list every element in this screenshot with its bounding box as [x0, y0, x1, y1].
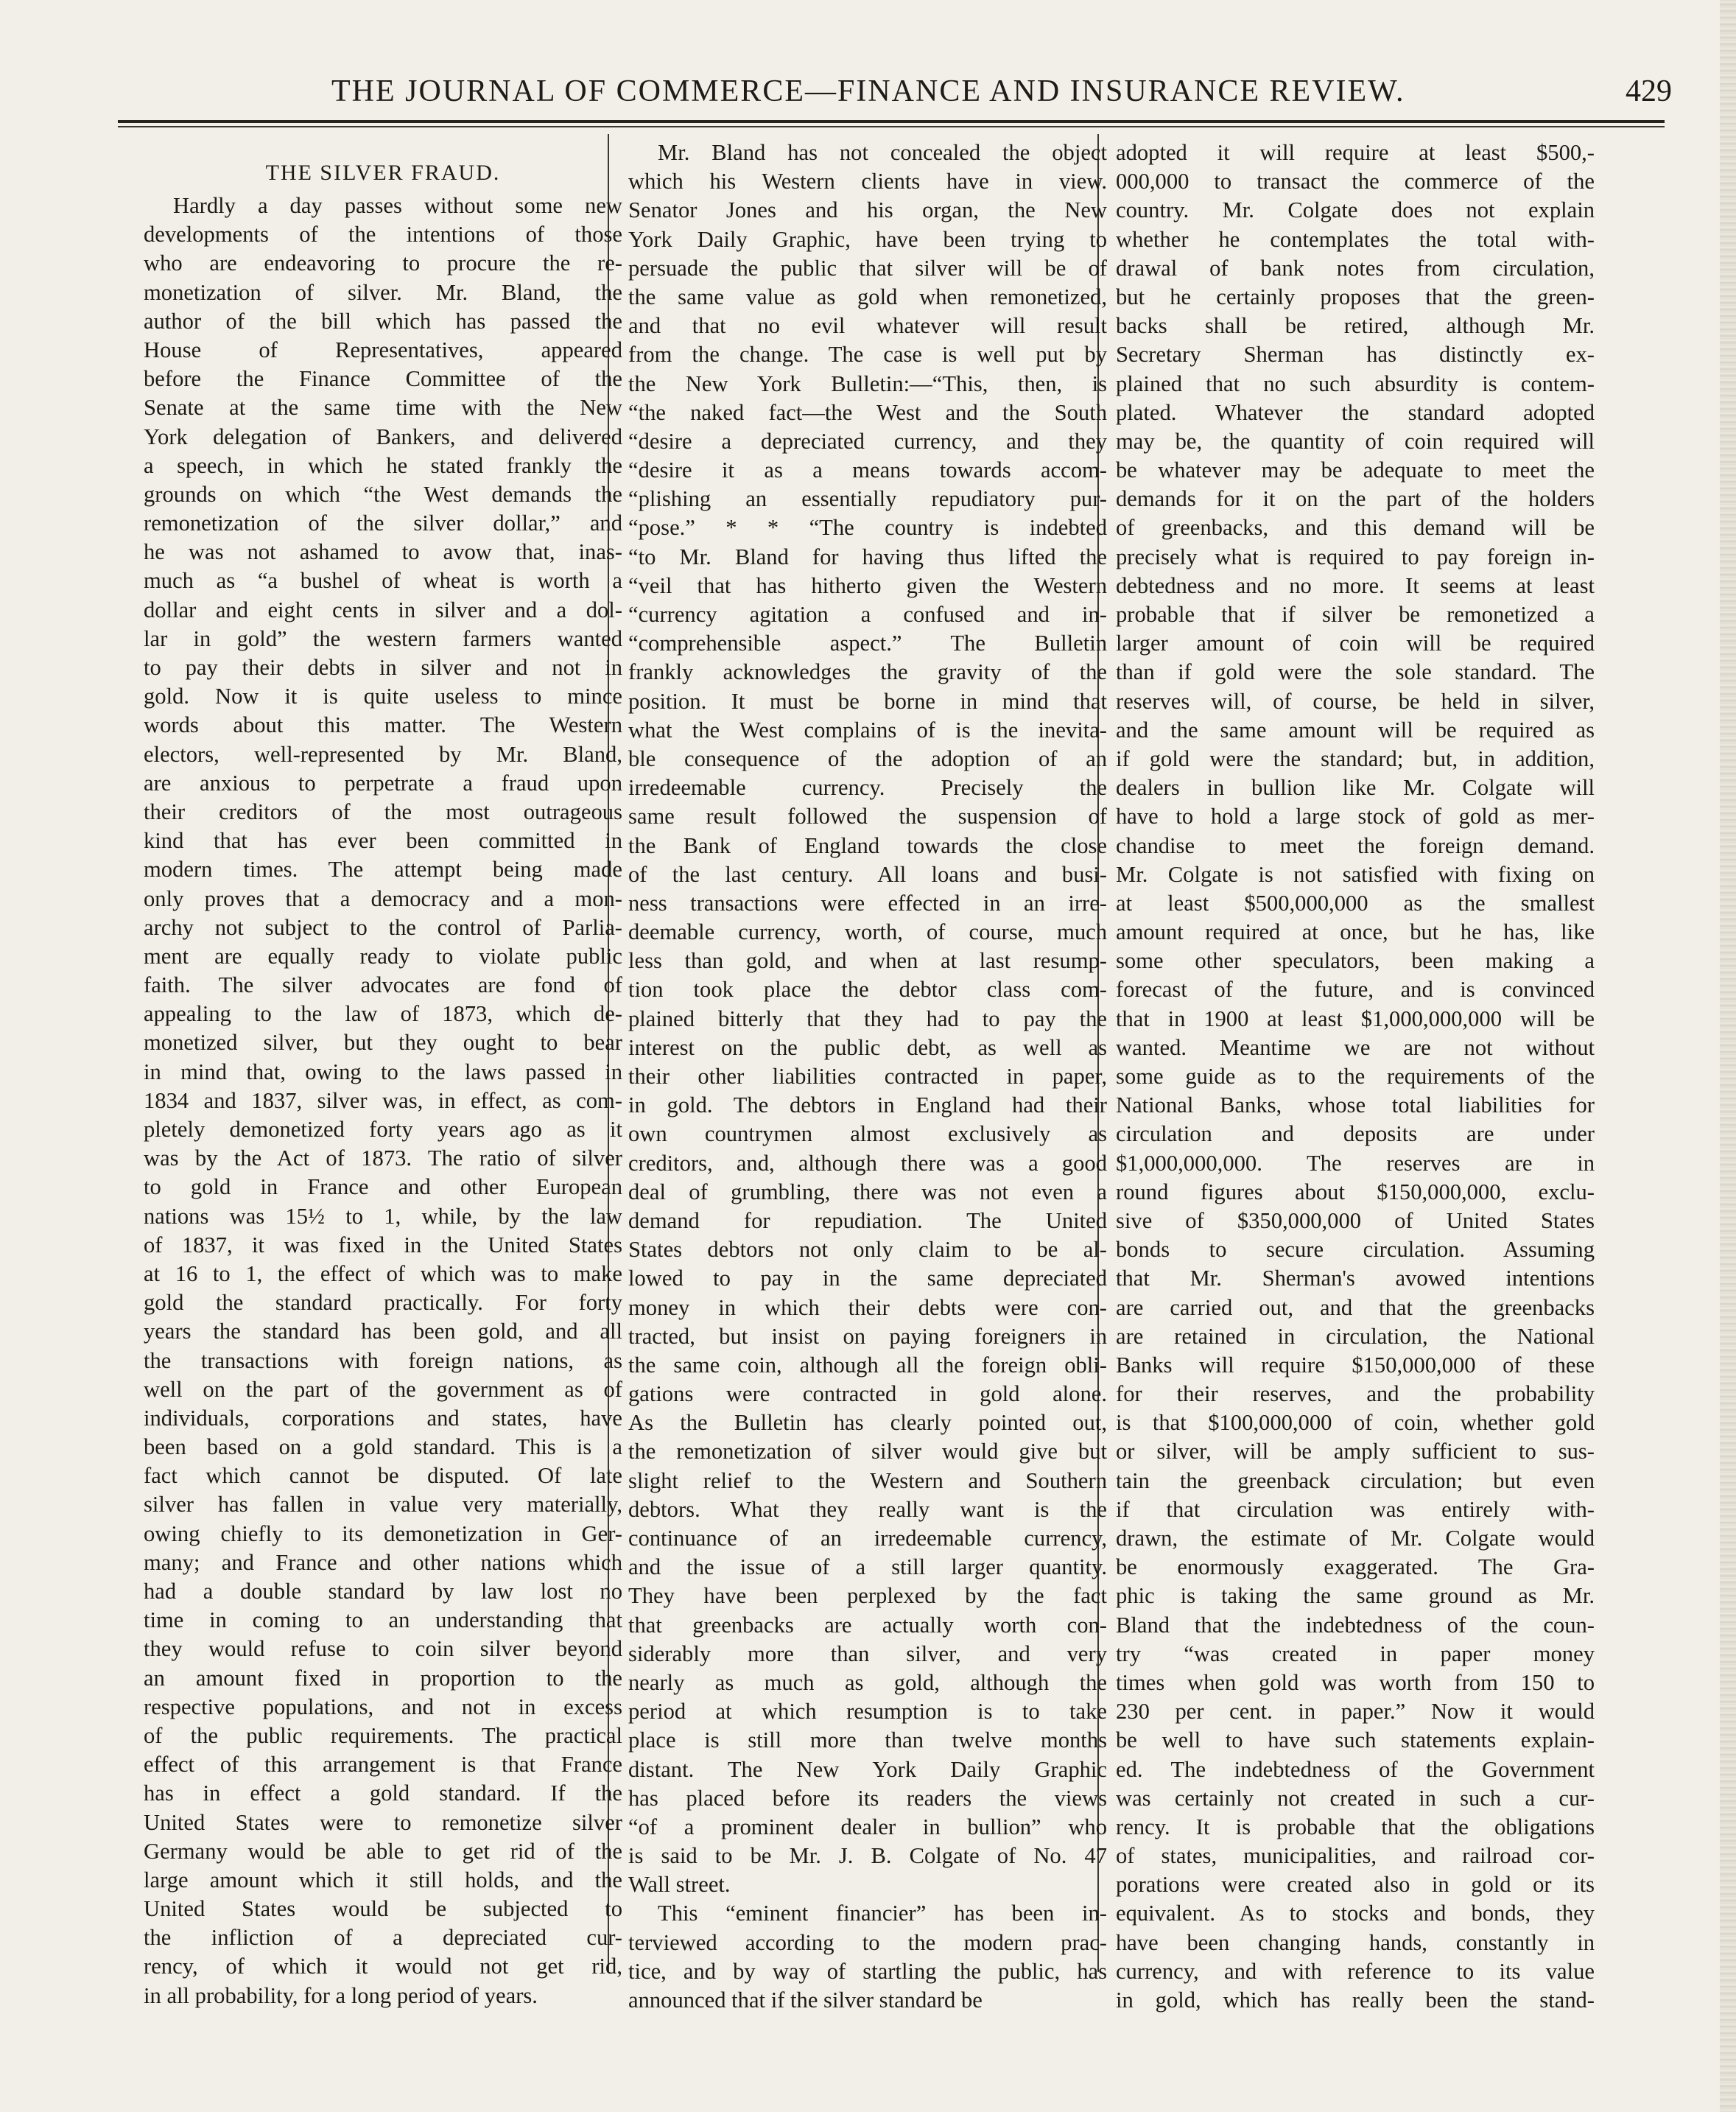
text-line: been based on a gold standard. This is a	[144, 1434, 622, 1460]
text-line: a speech, in which he stated frankly the	[144, 452, 622, 478]
text-line: lowed to pay in the same depreciated	[628, 1266, 1107, 1291]
text-line: phic is taking the same ground as Mr.	[1116, 1583, 1595, 1609]
text-line: same result followed the suspension of	[628, 804, 1107, 829]
text-line: of the public requirements. The practical	[144, 1722, 622, 1748]
text-line: position. It must be borne in mind that	[628, 688, 1107, 714]
text-line: the remonetization of silver would give but	[628, 1439, 1107, 1464]
text-line: creditors, and, although there was a good	[628, 1150, 1107, 1176]
text-line: terviewed according to the modern prac-	[628, 1929, 1107, 1955]
text-line: be enormously exaggerated. The Gra-	[1116, 1554, 1595, 1580]
text-line: drawn, the estimate of Mr. Colgate would	[1116, 1526, 1595, 1551]
text-line: distant. The New York Daily Graphic	[628, 1756, 1107, 1782]
text-line: be whatever may be adequate to meet the	[1116, 457, 1595, 483]
header-rule-thick	[118, 120, 1665, 123]
text-line: but he certainly proposes that the green-	[1116, 284, 1595, 309]
page-edge	[1720, 0, 1736, 2112]
text-line: the infliction of a depreciated cur-	[144, 1925, 622, 1951]
text-line: some guide as to the requirements of the	[1116, 1064, 1595, 1089]
text-line: 230 per cent. in paper.” Now it would	[1116, 1699, 1595, 1725]
page-number: 429	[1626, 74, 1672, 108]
text-line: adopted it will require at least $500,-	[1116, 140, 1595, 165]
column-1-text	[144, 192, 622, 2010]
text-line: irredeemable currency. Precisely the	[628, 775, 1107, 801]
text-line: ed. The indebtedness of the Government	[1116, 1756, 1595, 1782]
text-line: have to hold a large stock of gold as mer-	[1116, 804, 1595, 829]
text-line: author of the bill which has passed the	[144, 308, 622, 334]
text-line: to pay their debts in silver and not in	[144, 655, 622, 680]
text-line: ble consequence of the adoption of an	[628, 745, 1107, 771]
text-line: reserves will, of course, be held in silver,	[1116, 688, 1595, 714]
text-line: probable that if silver be remonetized a	[1116, 602, 1595, 627]
text-line: time in coming to an understanding that	[144, 1607, 622, 1633]
text-line: National Banks, whose total liabilities for	[1116, 1092, 1595, 1118]
text-line: bonds to secure circulation. Assuming	[1116, 1237, 1595, 1263]
text-line: appealing to the law of 1873, which de-	[144, 1001, 622, 1027]
text-line: plained bitterly that they had to pay the	[628, 1006, 1107, 1031]
text-line: he was not ashamed to avow that, inas-	[144, 539, 622, 565]
text-line: and the same amount will be required as	[1116, 717, 1595, 743]
text-line: that greenbacks are actually worth con-	[628, 1612, 1107, 1638]
text-line: modern times. The attempt being made	[144, 857, 622, 883]
text-line: in gold. The debtors in England had their	[628, 1092, 1107, 1118]
text-line: archy not subject to the control of Parlia-	[144, 914, 622, 940]
text-line: their other liabilities contracted in paper,	[628, 1064, 1107, 1089]
text-line: at least $500,000,000 as the smallest	[1116, 890, 1595, 916]
text-line: their creditors of the most outrageous	[144, 799, 622, 824]
text-line: lar in gold” the western farmers wanted	[144, 625, 622, 651]
text-line: tice, and by way of startling the public, has	[628, 1958, 1107, 1984]
text-line: Mr. Bland has not concealed the object	[658, 140, 1107, 165]
text-line: dealers in bullion like Mr. Colgate will	[1116, 775, 1595, 801]
article-heading: THE SILVER FRAUD.	[265, 161, 501, 185]
text-line: place is still more than twelve months	[628, 1727, 1107, 1753]
text-line: in mind that, owing to the laws passed in	[144, 1059, 622, 1084]
text-line: Senate at the same time with the New	[144, 395, 622, 421]
text-line: ment are equally ready to violate public	[144, 943, 622, 969]
text-line: remonetization of the silver dollar,” and	[144, 511, 622, 536]
text-line: country. Mr. Colgate does not explain	[1116, 197, 1595, 223]
text-line: Mr. Colgate is not satisfied with fixing on	[1116, 861, 1595, 887]
text-line: rency, of which it would not get rid,	[144, 1954, 622, 1979]
text-line: are anxious to perpetrate a fraud upon	[144, 770, 622, 796]
text-line: much as “a bushel of wheat is worth a	[144, 568, 622, 594]
article-column-2	[628, 138, 1107, 2015]
text-line: larger amount of coin will be required	[1116, 631, 1595, 656]
text-line: the Bank of England towards the close	[628, 832, 1107, 858]
text-line: they would refuse to coin silver beyond	[144, 1636, 622, 1662]
text-line: “pose.” * * “The country is indebted	[628, 515, 1107, 541]
text-line: dollar and eight cents in silver and a dol-	[144, 597, 622, 622]
text-line: As the Bulletin has clearly pointed out,	[628, 1410, 1107, 1436]
text-line: gations were contracted in gold alone.	[628, 1381, 1107, 1407]
text-line: deal of grumbling, there was not even a	[628, 1179, 1107, 1204]
text-line: that in 1900 at least $1,000,000,000 will be	[1116, 1006, 1595, 1031]
text-line: of 1837, it was fixed in the United States	[144, 1232, 622, 1257]
text-line: “desire a depreciated currency, and they	[628, 428, 1107, 454]
text-line: “plishing an essentially repudiatory pur-	[628, 486, 1107, 512]
text-line: Hardly a day passes without some new	[173, 193, 622, 218]
text-line: the New York Bulletin:—“This, then, is	[628, 371, 1107, 396]
text-line: deemable currency, worth, of course, much	[628, 919, 1107, 945]
text-line: may be, the quantity of coin required will	[1116, 428, 1595, 454]
article-column-1	[144, 138, 622, 2010]
text-line: $1,000,000,000. The reserves are in	[1116, 1150, 1595, 1176]
text-line: equivalent. As to stocks and bonds, they	[1116, 1901, 1595, 1926]
text-line: well on the part of the government as of	[144, 1376, 622, 1402]
text-line: precisely what is required to pay foreign in-	[1116, 544, 1595, 569]
article-column-3	[1116, 138, 1595, 2015]
text-line: nations was 15½ to 1, while, by the law	[144, 1203, 622, 1229]
text-line: and that no evil whatever will result	[628, 313, 1107, 339]
text-line: continuance of an irredeemable currency,	[628, 1526, 1107, 1551]
text-line: round figures about $150,000,000, exclu-	[1116, 1179, 1595, 1204]
text-line: was certainly not created in such a cur-	[1116, 1785, 1595, 1811]
text-line: States debtors not only claim to be al-	[628, 1237, 1107, 1263]
text-line: debtedness and no more. It seems at least	[1116, 572, 1595, 598]
text-line: if that circulation was entirely with-	[1116, 1496, 1595, 1522]
text-line: nearly as much as gold, although the	[628, 1669, 1107, 1695]
text-line: in gold, which has really been the stand-	[1116, 1988, 1595, 2013]
text-line: has in effect a gold standard. If the	[144, 1781, 622, 1806]
text-line: faith. The silver advocates are fond of	[144, 972, 622, 998]
text-line: of the last century. All loans and busi-	[628, 861, 1107, 887]
text-line: or silver, will be amply sufficient to sus-	[1116, 1439, 1595, 1464]
text-line: drawal of bank notes from circulation,	[1116, 255, 1595, 281]
text-line: before the Finance Committee of the	[144, 366, 622, 392]
text-line: of states, municipalities, and railroad cor-	[1116, 1843, 1595, 1869]
text-line: silver has fallen in value very materially,	[144, 1492, 622, 1518]
text-line: the same value as gold when remonetized,	[628, 284, 1107, 309]
header-rule-thin	[118, 126, 1665, 127]
text-line: Bland that the indebtedness of the coun-	[1116, 1612, 1595, 1638]
text-line: announced that if the silver standard be	[628, 1988, 983, 2013]
text-line: electors, well-represented by Mr. Bland,	[144, 741, 622, 767]
text-line: to gold in France and other European	[144, 1174, 622, 1200]
text-line: is said to be Mr. J. B. Colgate of No. 47	[628, 1843, 1107, 1869]
text-line: wanted. Meantime we are not without	[1116, 1034, 1595, 1060]
text-line: “veil that has hitherto given the Western	[628, 572, 1107, 598]
text-line: “currency agitation a confused and in-	[628, 602, 1107, 627]
text-line: developments of the intentions of those	[144, 222, 622, 248]
text-line: at 16 to 1, the effect of which was to make	[144, 1260, 622, 1286]
text-line: individuals, corporations and states, have	[144, 1405, 622, 1431]
text-line: demands for it on the part of the holders	[1116, 486, 1595, 512]
text-line: 1834 and 1837, silver was, in effect, as com-	[144, 1087, 622, 1113]
text-line: the same coin, although all the foreign obli-	[628, 1352, 1107, 1378]
text-line: frankly acknowledges the gravity of the	[628, 659, 1107, 685]
text-line: United States were to remonetize silver	[144, 1809, 622, 1835]
text-line: owing chiefly to its demonetization in Ger-	[144, 1520, 622, 1546]
text-line: Banks will require $150,000,000 of these	[1116, 1352, 1595, 1378]
text-line: persuade the public that silver will be of	[628, 255, 1107, 281]
text-line: only proves that a democracy and a mon-	[144, 885, 622, 911]
journal-title: THE JOURNAL OF COMMERCE—FINANCE AND INSURANCE REVIEW.	[331, 74, 1405, 108]
text-line: “the naked fact—the West and the South	[628, 399, 1107, 425]
text-line: “to Mr. Bland for having thus lifted the	[628, 544, 1107, 569]
text-line: slight relief to the Western and Southern	[628, 1467, 1107, 1493]
text-line: gold the standard practically. For forty	[144, 1290, 622, 1316]
text-line: fact which cannot be disputed. Of late	[144, 1463, 622, 1489]
text-line: debtors. What they really want is the	[628, 1496, 1107, 1522]
text-line: large amount which it still holds, and the	[144, 1867, 622, 1892]
text-line: who are endeavoring to procure the re-	[144, 250, 622, 276]
text-line: whether he contemplates the total with-	[1116, 226, 1595, 252]
text-line: tracted, but insist on paying foreigners in	[628, 1323, 1107, 1349]
text-line: They have been perplexed by the fact	[628, 1583, 1107, 1609]
text-line: siderably more than silver, and very	[628, 1641, 1107, 1666]
text-line: in all probability, for a long period of years.	[144, 1982, 538, 2008]
text-line: which his Western clients have in view.	[628, 169, 1107, 194]
text-line: own countrymen almost exclusively as	[628, 1121, 1107, 1147]
text-line: of greenbacks, and this demand will be	[1116, 515, 1595, 541]
text-line: have been changing hands, constantly in	[1116, 1929, 1595, 1955]
text-line: York Daily Graphic, have been trying to	[628, 226, 1107, 252]
text-line: circulation and deposits are under	[1116, 1121, 1595, 1147]
text-line: monetization of silver. Mr. Bland, the	[144, 279, 622, 305]
text-line: had a double standard by law lost no	[144, 1579, 622, 1604]
text-line: York delegation of Bankers, and delivered	[144, 424, 622, 449]
text-line: than if gold were the sole standard. The	[1116, 659, 1595, 685]
text-line: sive of $350,000,000 of United States	[1116, 1207, 1595, 1233]
text-line: plated. Whatever the standard adopted	[1116, 399, 1595, 425]
text-line: are carried out, and that the greenbacks	[1116, 1294, 1595, 1320]
text-line: Senator Jones and his organ, the New	[628, 197, 1107, 223]
running-head	[110, 74, 1672, 118]
text-line: tain the greenback circulation; but even	[1116, 1467, 1595, 1493]
text-line: backs shall be retired, although Mr.	[1116, 313, 1595, 339]
text-line: some other speculators, been making a	[1116, 948, 1595, 974]
text-line: United States would be subjected to	[144, 1896, 622, 1922]
text-line: words about this matter. The Western	[144, 712, 622, 738]
text-line: 000,000 to transact the commerce of the	[1116, 169, 1595, 194]
text-line: forecast of the future, and is convinced	[1116, 977, 1595, 1003]
text-line: Germany would be able to get rid of the	[144, 1838, 622, 1864]
text-line: is that $100,000,000 of coin, whether gold	[1116, 1410, 1595, 1436]
text-line: Wall street.	[628, 1872, 731, 1898]
text-line: gold. Now it is quite useless to mince	[144, 684, 622, 709]
text-line: times when gold was worth from 150 to	[1116, 1669, 1595, 1695]
text-line: currency, and with reference to its value	[1116, 1958, 1595, 1984]
text-line: respective populations, and not in excess	[144, 1694, 622, 1719]
text-line: that Mr. Sherman's avowed intentions	[1116, 1266, 1595, 1291]
text-line: “comprehensible aspect.” The Bulletin	[628, 631, 1107, 656]
text-line: what the West complains of is the inevita-	[628, 717, 1107, 743]
text-line: less than gold, and when at last resump-	[628, 948, 1107, 974]
text-line: years the standard has been gold, and all	[144, 1319, 622, 1344]
text-line: pletely demonetized forty years ago as it	[144, 1117, 622, 1142]
text-line: try “was created in paper money	[1116, 1641, 1595, 1666]
text-line: if gold were the standard; but, in addition,	[1116, 745, 1595, 771]
text-line: “desire it as a means towards accom-	[628, 457, 1107, 483]
column-3-text	[1116, 138, 1595, 2015]
text-line: grounds on which “the West demands the	[144, 481, 622, 507]
text-line: chandise to meet the foreign demand.	[1116, 832, 1595, 858]
text-line: be well to have such statements explain-	[1116, 1727, 1595, 1753]
text-line: money in which their debts were con-	[628, 1294, 1107, 1320]
text-line: period at which resumption is to take	[628, 1699, 1107, 1725]
text-line: are retained in circulation, the National	[1116, 1323, 1595, 1349]
column-2-text	[628, 138, 1107, 2015]
text-line: many; and France and other nations which	[144, 1549, 622, 1575]
text-line: the transactions with foreign nations, as	[144, 1347, 622, 1373]
text-line: kind that has ever been committed in	[144, 828, 622, 854]
text-line: ness transactions were effected in an irre-	[628, 890, 1107, 916]
text-line: from the change. The case is well put by	[628, 342, 1107, 368]
text-line: “of a prominent dealer in bullion” who	[628, 1814, 1107, 1839]
text-line: House of Representatives, appeared	[144, 337, 622, 362]
text-line: demand for repudiation. The United	[628, 1207, 1107, 1233]
text-line: Secretary Sherman has distinctly ex-	[1116, 342, 1595, 368]
text-line: and the issue of a still larger quantity.	[628, 1554, 1107, 1580]
text-line: This “eminent financier” has been in-	[658, 1901, 1107, 1926]
text-line: has placed before its readers the views	[628, 1785, 1107, 1811]
text-line: porations were created also in gold or its	[1116, 1872, 1595, 1898]
text-line: plained that no such absurdity is contem-	[1116, 371, 1595, 396]
text-line: effect of this arrangement is that France	[144, 1752, 622, 1778]
text-line: an amount fixed in proportion to the	[144, 1665, 622, 1691]
text-line: for their reserves, and the probability	[1116, 1381, 1595, 1407]
text-line: monetized silver, but they ought to bear	[144, 1030, 622, 1056]
text-line: interest on the public debt, as well as	[628, 1034, 1107, 1060]
text-line: tion took place the debtor class com-	[628, 977, 1107, 1003]
text-line: rency. It is probable that the obligations	[1116, 1814, 1595, 1839]
text-line: was by the Act of 1873. The ratio of silver	[144, 1146, 622, 1171]
text-line: amount required at once, but he has, like	[1116, 919, 1595, 945]
